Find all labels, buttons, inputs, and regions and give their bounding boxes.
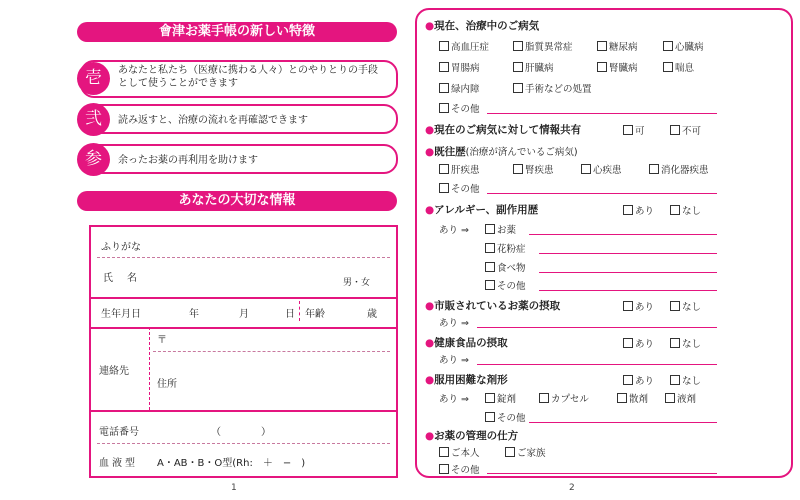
checkbox-share-no[interactable]: 不可: [670, 123, 701, 137]
checkbox-illness-other[interactable]: その他: [439, 101, 480, 115]
checkbox-management-other[interactable]: その他: [439, 462, 480, 476]
health-food-heading: ●健康食品の摂取: [425, 337, 508, 349]
contact-label: 連絡先: [99, 366, 129, 377]
checkbox-icon: [485, 393, 495, 403]
checkbox-diabetes[interactable]: 糖尿病: [597, 39, 638, 53]
allergy-food-line[interactable]: [539, 272, 717, 273]
checkbox-allergy-yes[interactable]: あり: [623, 203, 654, 217]
checkbox-forms-yes[interactable]: あり: [623, 373, 654, 387]
phone-label: 電話番号: [99, 427, 139, 438]
checkbox-icon: [513, 62, 523, 72]
dotted-divider: [97, 257, 390, 258]
bullet-icon: ●: [425, 374, 435, 386]
feature-text-1: あなたと私たち（医療に携わる人々）とのやりとりの手段として使うことができます: [118, 65, 378, 89]
allergy-drug-line[interactable]: [529, 234, 717, 235]
address-label: 住所: [157, 379, 177, 390]
checkbox-allergy-drug[interactable]: お薬: [485, 222, 516, 236]
checkbox-allergy-food[interactable]: 食べ物: [485, 260, 526, 274]
blood-type-options[interactable]: A・AB・B・O型(Rh: ＋ − ): [157, 458, 306, 469]
dob-age-divider: [299, 301, 300, 321]
checkbox-icon: [439, 183, 449, 193]
dob-day: 日: [285, 309, 295, 320]
bullet-icon: ●: [425, 430, 435, 442]
health-food-arrow-label: あり ⇒: [439, 355, 469, 366]
checkbox-digestive-history[interactable]: 消化器疾患: [649, 162, 709, 176]
checkbox-icon: [617, 393, 627, 403]
checkbox-icon: [485, 280, 495, 290]
checkbox-kidney-disease[interactable]: 腎臓病: [597, 60, 638, 74]
dob-year: 年: [189, 309, 199, 320]
checkbox-icon: [623, 301, 633, 311]
checkbox-allergy-no[interactable]: なし: [670, 203, 701, 217]
age-label: 年齢: [305, 309, 325, 320]
checkbox-icon: [663, 62, 673, 72]
name-label: 氏 名: [103, 273, 139, 284]
checkbox-kidney-history[interactable]: 腎疾患: [513, 162, 554, 176]
checkbox-icon: [485, 262, 495, 272]
otc-arrow-label: あり ⇒: [439, 318, 469, 329]
checkbox-icon: [665, 393, 675, 403]
checkbox-gastrointestinal[interactable]: 胃腸病: [439, 60, 480, 74]
checkbox-icon: [505, 447, 515, 457]
checkbox-forms-no[interactable]: なし: [670, 373, 701, 387]
checkbox-icon: [439, 164, 449, 174]
checkbox-forms-other[interactable]: その他: [485, 410, 526, 424]
dotted-divider: [97, 443, 390, 444]
dotted-divider: [153, 351, 390, 352]
bullet-icon: ●: [425, 146, 435, 158]
checkbox-otc-no[interactable]: なし: [670, 299, 701, 313]
divider: [91, 410, 396, 412]
features-title: 會津お薬手帳の新しい特徴: [77, 22, 397, 42]
checkbox-dyslipidemia[interactable]: 脂質異常症: [513, 39, 573, 53]
checkbox-icon: [485, 224, 495, 234]
allergy-arrow-label: あり ⇒: [439, 225, 469, 236]
postal-mark: 〒: [157, 335, 167, 346]
page-number-1: 1: [231, 483, 237, 493]
bullet-icon: ●: [425, 300, 435, 312]
checkbox-self[interactable]: ご本人: [439, 445, 480, 459]
health-food-detail-line[interactable]: [477, 364, 717, 365]
page-1: [10, 8, 394, 478]
checkbox-icon: [513, 164, 523, 174]
checkbox-asthma[interactable]: 喘息: [663, 60, 694, 74]
bullet-icon: ●: [425, 204, 435, 216]
checkbox-allergy-pollen[interactable]: 花粉症: [485, 241, 526, 255]
checkbox-hypertension[interactable]: 高血圧症: [439, 39, 489, 53]
checkbox-icon: [439, 41, 449, 51]
contact-divider: [149, 327, 150, 410]
checkbox-icon: [439, 447, 449, 457]
divider: [91, 327, 396, 329]
forms-arrow-label: あり ⇒: [439, 394, 469, 405]
checkbox-heart-history[interactable]: 心疾患: [581, 162, 622, 176]
history-other-line[interactable]: [487, 193, 717, 194]
checkbox-liver-disease[interactable]: 肝臓病: [513, 60, 554, 74]
checkbox-icon: [623, 375, 633, 385]
checkbox-icon: [439, 103, 449, 113]
checkbox-icon: [513, 41, 523, 51]
checkbox-powder[interactable]: 散剤: [617, 391, 648, 405]
management-heading: ●お薬の管理の仕方: [425, 430, 519, 442]
blood-type-label: 血液型: [99, 458, 138, 469]
page-number-2: 2: [569, 483, 575, 493]
bullet-icon: ●: [425, 124, 435, 136]
checkbox-share-yes[interactable]: 可: [623, 123, 645, 137]
info-sharing-heading: ●現在のご病気に対して情報共有: [425, 124, 582, 136]
difficult-forms-heading: ●服用困難な剤形: [425, 374, 508, 386]
checkbox-heart-disease[interactable]: 心臓病: [663, 39, 704, 53]
checkbox-icon: [485, 412, 495, 422]
checkbox-icon: [439, 62, 449, 72]
feature-number-2: 弐: [77, 103, 110, 136]
checkbox-icon: [649, 164, 659, 174]
checkbox-history-other[interactable]: その他: [439, 181, 480, 195]
checkbox-icon: [670, 301, 680, 311]
checkbox-icon: [670, 338, 680, 348]
management-other-line[interactable]: [487, 473, 717, 474]
checkbox-icon: [581, 164, 591, 174]
dob-month: 月: [239, 309, 249, 320]
dob-label: 生年月日: [101, 309, 141, 320]
allergy-pollen-line[interactable]: [539, 253, 717, 254]
feature-text-2: 読み返すと、治療の流れを再確認できます: [118, 115, 308, 126]
personal-info-form: [89, 225, 398, 478]
feature-number-3: 参: [77, 143, 110, 176]
illness-other-line[interactable]: [487, 113, 717, 114]
checkbox-icon: [670, 205, 680, 215]
feature-2: [80, 104, 398, 134]
checkbox-icon: [623, 338, 633, 348]
feature-text-3: 余ったお薬の再利用を助けます: [118, 155, 258, 166]
checkbox-surgery[interactable]: 手術などの処置: [513, 81, 592, 95]
checkbox-icon: [670, 125, 680, 135]
divider: [91, 297, 396, 299]
checkbox-icon: [439, 464, 449, 474]
checkbox-liver-history[interactable]: 肝疾患: [439, 162, 480, 176]
checkbox-otc-yes[interactable]: あり: [623, 299, 654, 313]
checkbox-icon: [670, 375, 680, 385]
furigana-label: ふりがな: [101, 242, 141, 253]
checkbox-icon: [663, 41, 673, 51]
info-title: あなたの大切な情報: [77, 191, 397, 211]
feature-1: [80, 60, 398, 98]
age-unit: 歳: [367, 309, 377, 320]
allergy-other-line[interactable]: [539, 290, 717, 291]
checkbox-icon: [597, 62, 607, 72]
otc-detail-line[interactable]: [477, 327, 717, 328]
checkbox-family[interactable]: ご家族: [505, 445, 546, 459]
checkbox-capsule[interactable]: カプセル: [539, 391, 589, 405]
checkbox-health-food-no[interactable]: なし: [670, 336, 701, 350]
forms-other-line[interactable]: [529, 422, 717, 423]
feature-number-1: 壱: [77, 62, 110, 95]
checkbox-icon: [539, 393, 549, 403]
otc-heading: ●市販されているお薬の摂取: [425, 300, 561, 312]
checkbox-icon: [513, 83, 523, 93]
checkbox-icon: [623, 205, 633, 215]
gender-options[interactable]: 男・女: [343, 278, 371, 288]
phone-area-code[interactable]: （ ）: [211, 427, 271, 438]
checkbox-icon: [439, 83, 449, 93]
bullet-icon: ●: [425, 20, 435, 32]
page-2: [415, 8, 793, 478]
checkbox-icon: [623, 125, 633, 135]
checkbox-liquid[interactable]: 液剤: [665, 391, 696, 405]
bullet-icon: ●: [425, 337, 435, 349]
current-illness-heading: ●現在、治療中のご病気: [425, 20, 540, 32]
history-heading: ●既往歴(治療が済んでいるご病気): [425, 146, 578, 158]
feature-3: [80, 144, 398, 174]
checkbox-glaucoma[interactable]: 緑内障: [439, 81, 480, 95]
checkbox-health-food-yes[interactable]: あり: [623, 336, 654, 350]
allergy-heading: ●アレルギー、副作用歴: [425, 204, 539, 216]
checkbox-icon: [485, 243, 495, 253]
checkbox-allergy-other[interactable]: その他: [485, 278, 526, 292]
checkbox-tablet[interactable]: 錠剤: [485, 391, 516, 405]
checkbox-icon: [597, 41, 607, 51]
